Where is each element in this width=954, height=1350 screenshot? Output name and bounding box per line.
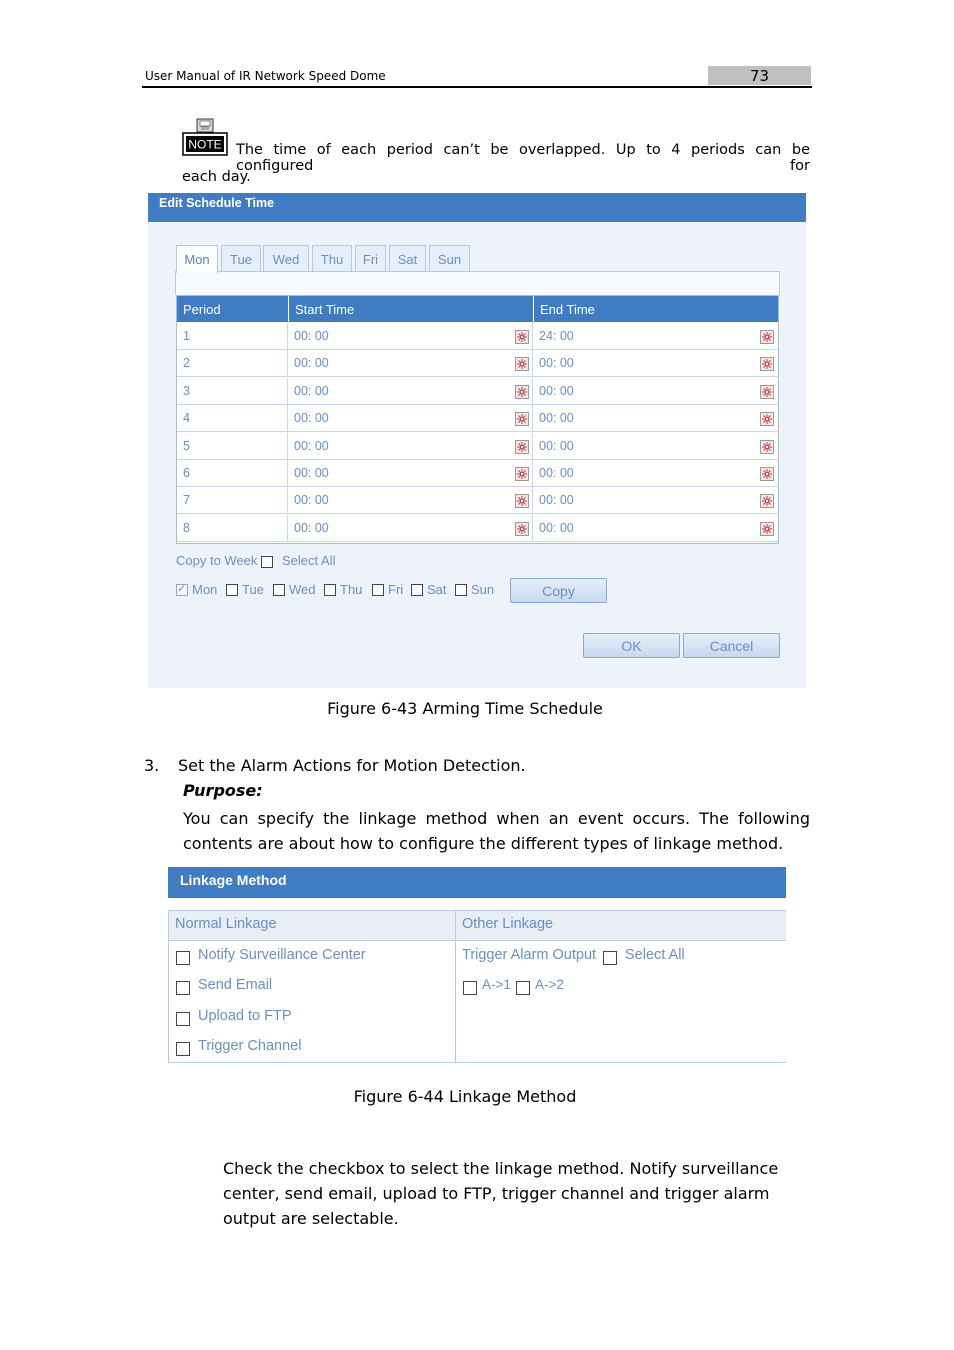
period-cell: 7 [183, 493, 190, 508]
select-all-days-checkbox[interactable] [261, 556, 273, 568]
tab-tue[interactable]: Tue [221, 245, 261, 271]
normal-linkage-label: Upload to FTP [198, 1007, 292, 1024]
clock-icon[interactable] [760, 466, 774, 480]
normal-linkage-header: Normal Linkage [175, 916, 277, 932]
normal-linkage-checkbox[interactable] [176, 1012, 190, 1026]
period-cell: 2 [183, 356, 190, 371]
period-cell: 6 [183, 466, 190, 480]
copy-to-week-label: Copy to Week [176, 553, 258, 568]
copy-day-checkbox-sat[interactable] [411, 584, 423, 596]
header-rule [142, 86, 812, 88]
copy-day-label-tue: Tue [242, 582, 264, 597]
column-header-period: Period [177, 296, 288, 322]
column-header-end-time: End Time [533, 296, 778, 322]
normal-linkage-checkbox[interactable] [176, 951, 190, 965]
schedule-row [177, 460, 778, 487]
end-time-input[interactable]: 00: 00 [539, 438, 574, 453]
tab-sat[interactable]: Sat [389, 245, 426, 271]
figure-caption-arming-schedule: Figure 6-43 Arming Time Schedule [327, 699, 603, 718]
column-header-start-time: Start Time [288, 296, 533, 322]
page-number: 73 [749, 67, 770, 85]
end-time-input[interactable]: 00: 00 [539, 356, 574, 371]
clock-icon[interactable] [515, 329, 529, 343]
copy-day-checkbox-fri[interactable] [372, 584, 384, 596]
start-time-input[interactable]: 00: 00 [294, 438, 329, 453]
figure-caption-linkage-method: Figure 6-44 Linkage Method [353, 1087, 577, 1106]
start-time-input[interactable]: 00: 00 [294, 329, 329, 343]
start-time-input[interactable]: 00: 00 [294, 520, 329, 535]
copy-day-checkbox-mon[interactable] [176, 584, 188, 596]
clock-icon[interactable] [760, 521, 774, 535]
copy-day-label-sat: Sat [427, 582, 447, 597]
output-a1-label: A->1 [482, 977, 511, 992]
tab-wed[interactable]: Wed [263, 245, 309, 271]
period-cell: 4 [183, 411, 190, 426]
start-time-input[interactable]: 00: 00 [294, 383, 329, 398]
copy-day-checkbox-sun[interactable] [455, 584, 467, 596]
clock-icon[interactable] [515, 411, 529, 425]
select-all-outputs-checkbox[interactable] [603, 951, 617, 965]
period-cell: 3 [183, 383, 190, 398]
clock-icon[interactable] [515, 493, 529, 507]
copy-day-checkbox-tue[interactable] [226, 584, 238, 596]
note-text: The time of each period can’t be overlapped. Up to 4 periods can be configured for [236, 142, 810, 174]
clock-icon[interactable] [515, 356, 529, 370]
normal-linkage-checkbox[interactable] [176, 1042, 190, 1056]
start-time-input[interactable]: 00: 00 [294, 356, 329, 371]
copy-day-label-sun: Sun [471, 582, 495, 597]
tab-fri[interactable]: Fri [355, 245, 386, 271]
normal-linkage-label: Trigger Channel [198, 1037, 302, 1054]
ok-button[interactable]: OK [583, 633, 680, 658]
period-cell: 5 [183, 438, 190, 453]
note-icon [182, 118, 228, 156]
copy-day-checkbox-thu[interactable] [324, 584, 336, 596]
copy-day-label-wed: Wed [289, 582, 316, 597]
note-text-continued: each day. [182, 169, 251, 185]
start-time-input[interactable]: 00: 00 [294, 411, 329, 426]
copy-day-label-fri: Fri [388, 582, 404, 597]
clock-icon[interactable] [760, 356, 774, 370]
purpose-text: You can specify the linkage method when an event occurs. The following contents are about how to configure the different types of linkage method. [183, 809, 810, 853]
end-time-input[interactable]: 00: 00 [539, 493, 574, 508]
copy-day-label-thu: Thu [340, 582, 363, 597]
end-time-input[interactable]: 00: 00 [539, 520, 574, 535]
linkage-column-divider [455, 911, 456, 1062]
normal-linkage-label: Send Email [198, 977, 273, 994]
normal-linkage-checkbox[interactable] [176, 981, 190, 995]
tab-thu[interactable]: Thu [312, 245, 352, 271]
output-a2-label: A->2 [535, 977, 564, 992]
other-linkage-header: Other Linkage [462, 916, 554, 932]
period-cell: 8 [183, 520, 190, 535]
purpose-label: Purpose: [183, 781, 263, 800]
end-time-input[interactable]: 00: 00 [539, 383, 574, 398]
document-title: User Manual of IR Network Speed Dome [145, 69, 386, 83]
end-time-input[interactable]: 00: 00 [539, 466, 574, 480]
clock-icon[interactable] [760, 439, 774, 453]
select-all-outputs-label: Select All [625, 947, 685, 963]
period-cell: 1 [183, 329, 190, 343]
clock-icon[interactable] [515, 521, 529, 535]
day-tabs-frame [175, 271, 780, 295]
svg-text:NOTE: NOTE [188, 137, 222, 152]
end-time-input[interactable]: 24: 00 [539, 329, 574, 343]
output-a2-checkbox[interactable] [516, 981, 530, 995]
clock-icon[interactable] [515, 466, 529, 480]
clock-icon[interactable] [760, 411, 774, 425]
schedule-row [177, 433, 778, 460]
clock-icon[interactable] [760, 384, 774, 398]
select-all-days-label: Select All [282, 553, 336, 568]
copy-day-checkbox-wed[interactable] [273, 584, 285, 596]
clock-icon[interactable] [760, 329, 774, 343]
cancel-button[interactable]: Cancel [683, 633, 780, 658]
start-time-input[interactable]: 00: 00 [294, 466, 329, 480]
closing-paragraph: Check the checkbox to select the linkage method. Notify surveillance center, send email, upload to FTP, trigger channel and trigger alarm output are selectable. [223, 1159, 779, 1228]
schedule-row [177, 323, 778, 350]
start-time-input[interactable]: 00: 00 [294, 493, 329, 508]
copy-day-label-mon: Mon [192, 582, 218, 597]
schedule-row [177, 487, 778, 514]
schedule-row [177, 350, 778, 377]
trigger-alarm-output-label: Trigger Alarm Output [462, 947, 597, 963]
step-number: 3. [144, 756, 160, 775]
tab-sun[interactable]: Sun [429, 245, 470, 271]
tab-mon[interactable]: Mon [176, 245, 218, 273]
normal-linkage-label: Notify Surveillance Center [198, 947, 366, 963]
clock-icon[interactable] [515, 439, 529, 453]
copy-button[interactable]: Copy [510, 578, 607, 603]
linkage-method-title: Linkage Method [180, 872, 287, 888]
schedule-row [177, 515, 778, 542]
schedule-row [177, 378, 778, 405]
schedule-row [177, 405, 778, 432]
output-a1-checkbox[interactable] [463, 981, 477, 995]
step-text: Set the Alarm Actions for Motion Detection. [178, 756, 526, 775]
clock-icon[interactable] [515, 384, 529, 398]
clock-icon[interactable] [760, 493, 774, 507]
edit-schedule-title: Edit Schedule Time [159, 196, 275, 210]
end-time-input[interactable]: 00: 00 [539, 411, 574, 426]
